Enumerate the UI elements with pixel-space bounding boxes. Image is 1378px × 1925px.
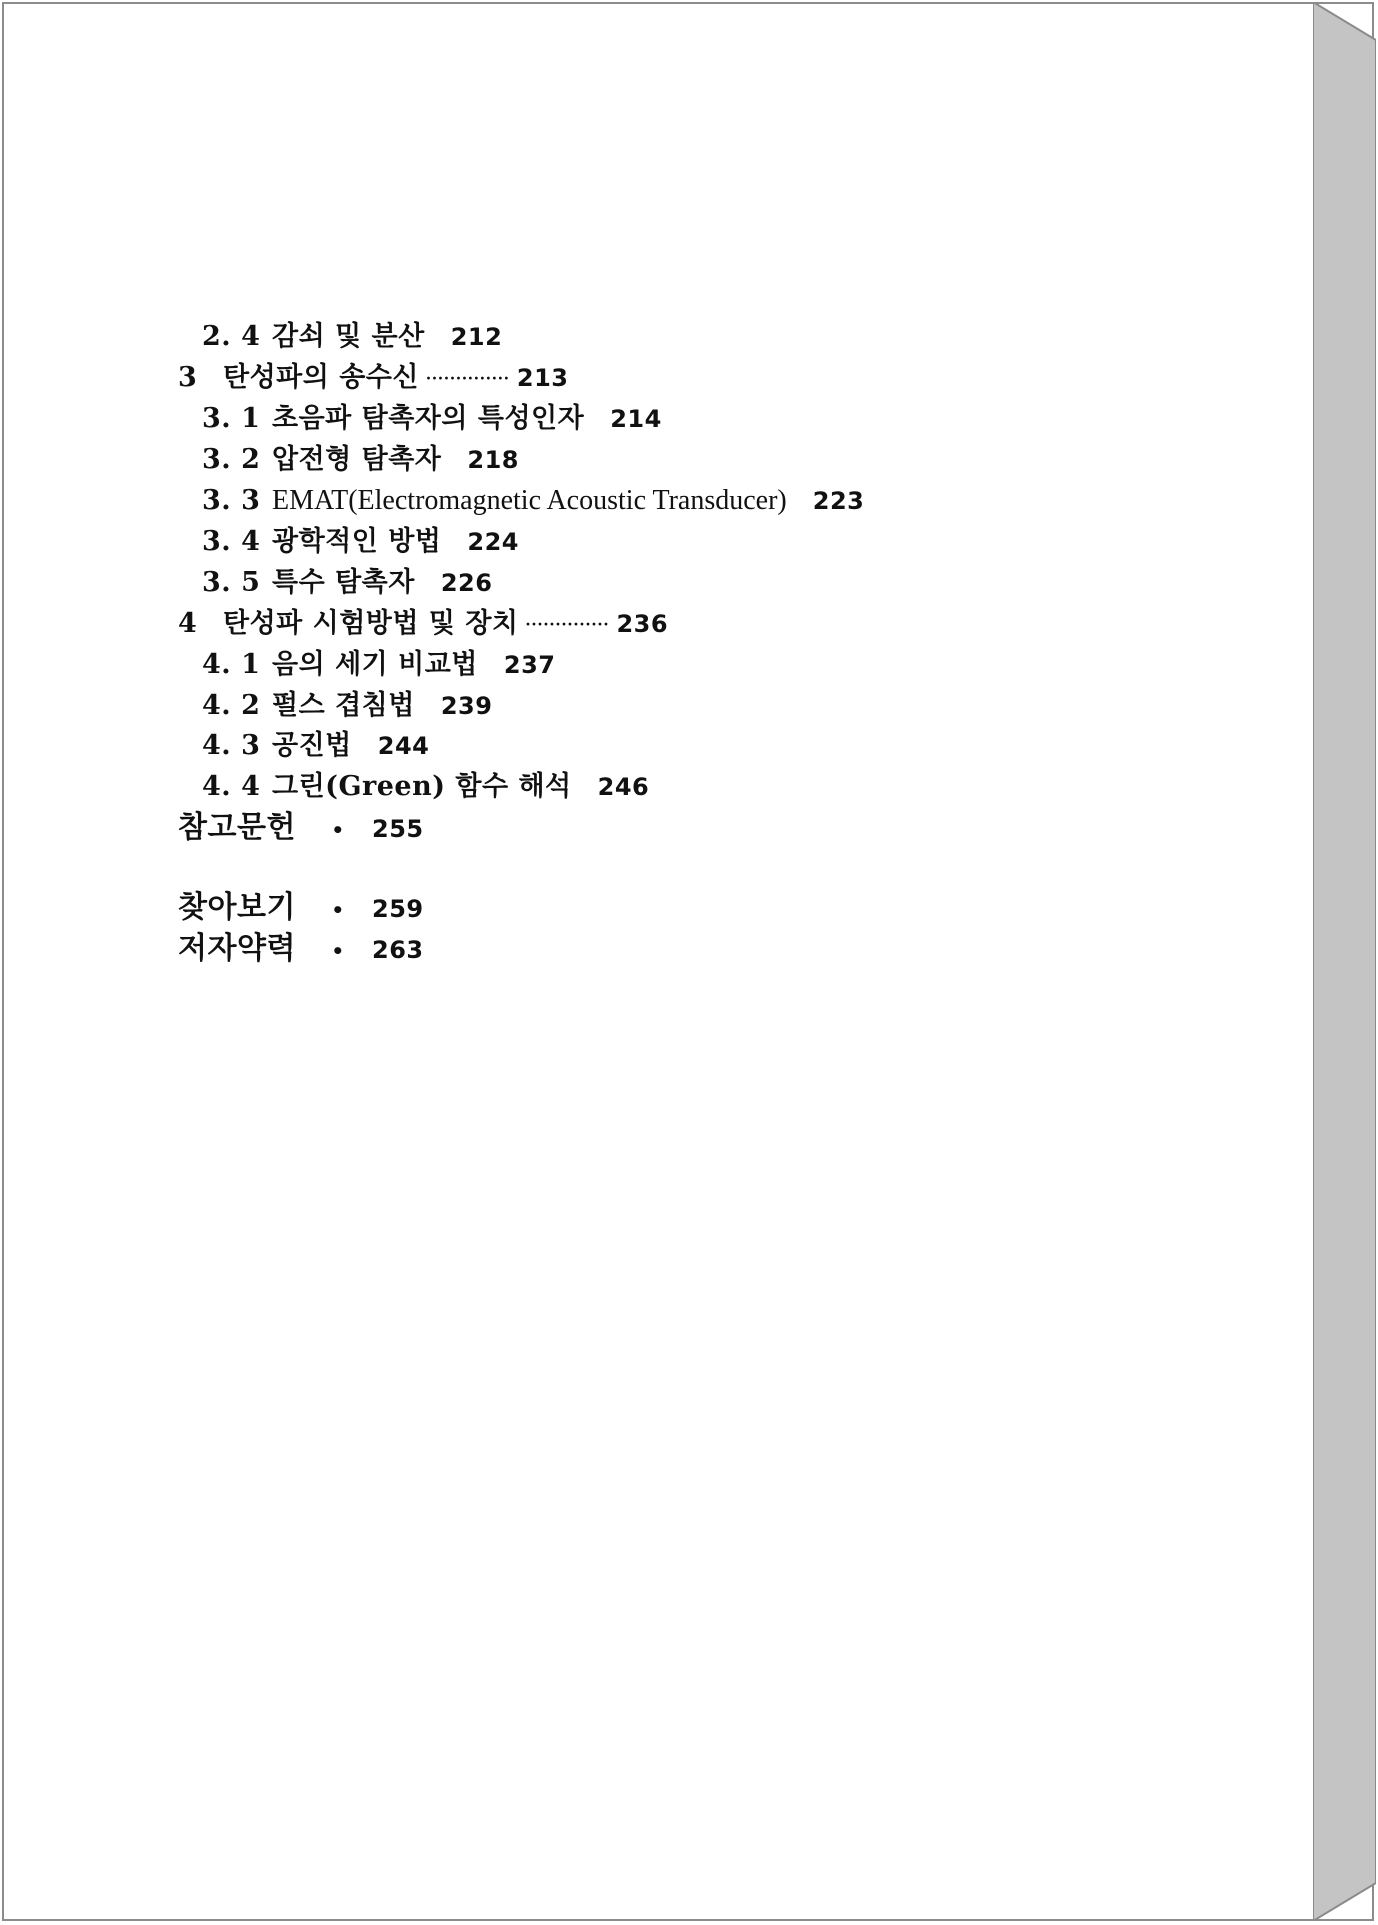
toc-backmatter-entry[interactable] bbox=[178, 930, 424, 968]
toc-entry[interactable] bbox=[202, 768, 649, 806]
toc-entry-number: 4. 2 bbox=[202, 690, 261, 721]
toc-entry-number: 3. 4 bbox=[202, 526, 261, 557]
toc-entry-title: EMAT(Electromagnetic Acoustic Transducer) bbox=[272, 485, 787, 516]
toc-entry-title: 광학적인 방법 bbox=[272, 526, 442, 557]
toc-entry-title: 저자약력 bbox=[178, 931, 296, 966]
toc-backmatter-entry[interactable] bbox=[178, 809, 424, 847]
toc-entry[interactable] bbox=[202, 523, 519, 561]
toc-entry-page: 213 bbox=[516, 364, 569, 392]
toc-entry-number: 3. 3 bbox=[202, 485, 261, 516]
toc-entry-page: 237 bbox=[503, 651, 556, 679]
toc-entry-number: 3. 2 bbox=[202, 444, 261, 475]
toc-entry-number: 4. 4 bbox=[202, 771, 261, 802]
bullet-icon: • bbox=[331, 818, 345, 842]
toc-entry-number: 4 bbox=[178, 608, 198, 639]
toc-entry[interactable] bbox=[202, 482, 864, 520]
toc-entry-title: 참고문헌 bbox=[178, 810, 296, 845]
page-stack-edge bbox=[1313, 2, 1376, 1921]
spine-face bbox=[1313, 2, 1376, 1921]
toc-entry-page: 263 bbox=[372, 936, 424, 964]
toc-entry-page: 224 bbox=[467, 528, 520, 556]
toc-entry-page: 236 bbox=[616, 610, 669, 638]
toc-entry-title: 펄스 겹침법 bbox=[272, 690, 415, 721]
toc-entry-title: 감쇠 및 분산 bbox=[272, 321, 425, 352]
toc-entry-page: 212 bbox=[450, 323, 503, 351]
toc-entry-title: 압전형 탐촉자 bbox=[272, 444, 442, 475]
toc-entry-title: 초음파 탐촉자의 특성인자 bbox=[272, 403, 585, 434]
toc-entry[interactable] bbox=[202, 318, 502, 356]
toc-entry-number: 3. 1 bbox=[202, 403, 261, 434]
toc-entry-page: 223 bbox=[812, 487, 865, 515]
toc-entry-number: 3 bbox=[178, 362, 198, 393]
toc-entry-number: 2. 4 bbox=[202, 321, 261, 352]
toc-dot-leader: ·············· bbox=[524, 613, 609, 638]
toc-backmatter-entry[interactable] bbox=[178, 889, 424, 927]
toc-chapter-entry[interactable] bbox=[178, 605, 668, 643]
toc-entry-page: 226 bbox=[440, 569, 493, 597]
toc-entry-page: 218 bbox=[467, 446, 520, 474]
toc-entry-title: 그린(Green) 함수 해석 bbox=[272, 771, 572, 802]
toc-entry-title: 찾아보기 bbox=[178, 890, 296, 925]
toc-entry-page: 239 bbox=[440, 692, 493, 720]
toc-entry-number: 4. 3 bbox=[202, 730, 261, 761]
toc-entry-page: 244 bbox=[377, 732, 430, 760]
toc-entry-title: 공진법 bbox=[272, 730, 352, 761]
bullet-icon: • bbox=[331, 898, 345, 922]
toc-entry-title: 탄성파의 송수신 bbox=[223, 362, 419, 393]
toc-entry-page: 255 bbox=[372, 815, 424, 843]
toc-entry[interactable] bbox=[202, 687, 492, 725]
toc-entry[interactable] bbox=[202, 400, 662, 438]
toc-entry-title: 특수 탐촉자 bbox=[272, 567, 415, 598]
toc-entry-title: 음의 세기 비교법 bbox=[272, 649, 478, 680]
toc-entry[interactable] bbox=[202, 727, 429, 765]
toc-entry-title: 탄성파 시험방법 및 장치 bbox=[223, 608, 519, 639]
toc-entry[interactable] bbox=[202, 646, 555, 684]
toc-entry-page: 246 bbox=[597, 773, 650, 801]
toc-chapter-entry[interactable] bbox=[178, 359, 569, 397]
bullet-icon: • bbox=[331, 939, 345, 963]
toc-entry-page: 214 bbox=[610, 405, 662, 433]
toc-entry[interactable] bbox=[202, 441, 519, 479]
toc-entry-page: 259 bbox=[372, 895, 424, 923]
table-of-contents bbox=[0, 0, 1300, 1000]
toc-dot-leader: ·············· bbox=[424, 367, 509, 392]
toc-entry-number: 3. 5 bbox=[202, 567, 261, 598]
toc-entry-number: 4. 1 bbox=[202, 649, 261, 680]
toc-entry[interactable] bbox=[202, 564, 492, 602]
